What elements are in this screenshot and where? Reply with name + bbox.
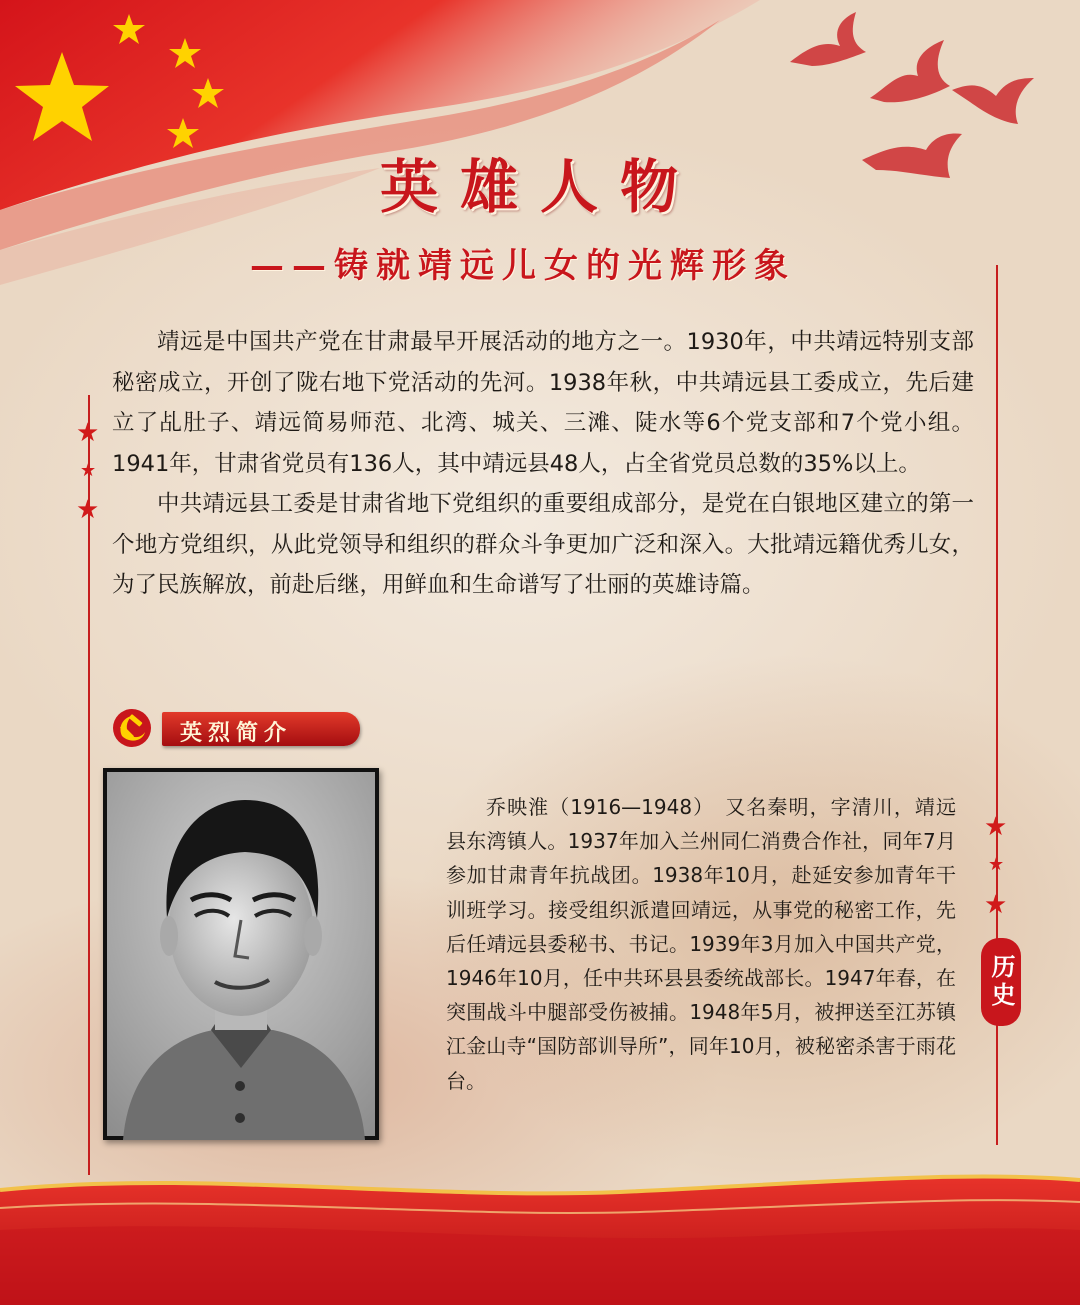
bottom-banner <box>0 1150 1080 1305</box>
intro-paragraph: 中共靖远县工委是甘肃省地下党组织的重要组成部分，是党在白银地区建立的第一个地方党组织，从此党领导和组织的群众斗争更加广泛和深入。大批靖远籍优秀儿女，为了民族解放，前赴后继，用鲜血和生命谱写了壮丽的英雄诗篇。 <box>112 491 974 598</box>
page-subtitle: ——铸就靖远儿女的光辉形象 <box>250 246 796 286</box>
intro-paragraph: 靖远是中国共产党在甘肃最早开展活动的地方之一。1930年，中共靖远特别支部秘密成立，开创了陇右地下党活动的先河。1938年秋，中共靖远县工委成立，先后建立了乩肚子、靖远简易师范、北湾、城关、三滩、陡水等6个党支部和7个党小组。1941年，甘肃省党员有136人，其中靖远县48人，占全省党员总数的35%以上。 <box>112 329 974 477</box>
portrait-photo <box>103 768 379 1140</box>
star-icon: ★ <box>984 812 1008 842</box>
star-icon: ★ <box>984 890 1008 920</box>
intro-text <box>112 322 974 606</box>
bio-paragraph: 乔映淮（1916—1948） 又名秦明，字清川，靖远县东湾镇人。1937年加入兰州同仁消费合作社，同年7月参加甘肃青年抗战团。1938年10月，赴延安参加青年干训班学习。接受组织派遣回靖远，从事党的秘密工作，先后任靖远县委秘书、书记。1939年3月加入中国共产党，1946年10月，任中共环县县委统战部长。1947年春，在突围战斗中腿部受伤被捕。1948年5月，被押送至江苏镇江金山寺“国防部训导所”，同年10月，被秘密杀害于雨花台。 <box>446 795 956 1093</box>
section-label: 英烈简介 <box>180 720 293 746</box>
star-icon: ★ <box>988 854 1005 875</box>
hammer-sickle-icon <box>110 708 156 748</box>
star-icon: ★ <box>80 460 97 481</box>
star-icon: ★ <box>76 418 100 448</box>
page-title: 英雄人物 <box>379 153 700 221</box>
history-badge: 历史 <box>981 938 1021 1026</box>
star-icon: ★ <box>76 495 100 525</box>
section-header <box>110 708 362 748</box>
profile-bio <box>446 790 956 1098</box>
